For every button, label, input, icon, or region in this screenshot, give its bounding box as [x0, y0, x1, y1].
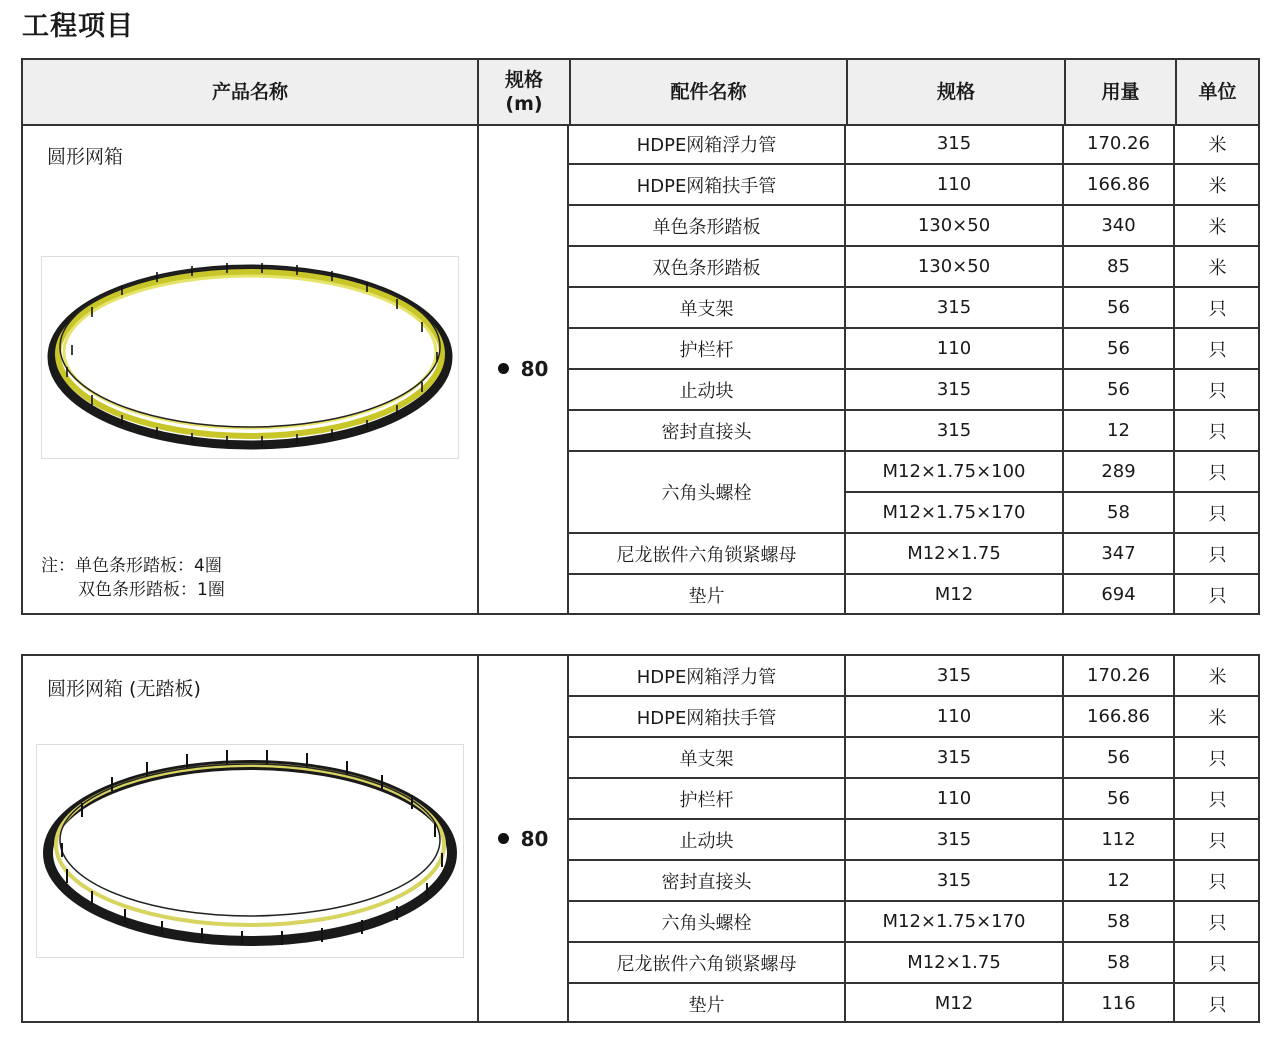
part-name-cell: 护栏杆	[569, 329, 846, 368]
unit-cell: 只	[1208, 462, 1227, 484]
part-name-cell: 尼龙嵌件六角锁紧螺母	[569, 534, 846, 573]
part-name-cell-merged: 六角头螺栓	[569, 452, 846, 534]
part-spec-cell: M12	[846, 984, 1064, 1023]
header-spec-label: 规格	[504, 69, 543, 91]
product-name: 圆形网箱 (无踏板)	[47, 678, 201, 700]
header-product-name: 产品名称	[23, 60, 479, 124]
header-quantity: 用量	[1066, 60, 1177, 124]
quantity-cell: 116	[1064, 984, 1175, 1023]
part-name-cell: 密封直接头	[569, 861, 846, 900]
part-name-cell: HDPE网箱浮力管	[569, 656, 846, 695]
quantity-cell: 58	[1064, 493, 1175, 532]
table-row	[569, 738, 1258, 779]
unit-cell: 米	[1208, 666, 1227, 688]
unit-cell: 只	[1208, 912, 1227, 934]
footnote	[41, 554, 225, 602]
part-name-cell: 双色条形踏板	[569, 247, 846, 286]
quantity-cell: 56	[1064, 329, 1175, 368]
net-cage-illustration	[42, 257, 458, 458]
header-spec-unit: (m)	[505, 93, 543, 115]
part-name-cell: HDPE网箱扶手管	[569, 697, 846, 736]
unit-cell: 米	[1208, 216, 1227, 238]
part-spec-cell: 315	[846, 370, 1064, 409]
part-spec-cell: M12×1.75	[846, 534, 1064, 573]
parts-table-1	[21, 58, 1260, 615]
bullet-icon	[498, 833, 509, 844]
unit-cell: 只	[1208, 503, 1227, 525]
quantity-cell: 166.86	[1064, 697, 1175, 736]
unit-cell: 只	[1208, 871, 1227, 893]
circular-net-cage-no-walkway-image	[36, 744, 464, 958]
quantity-cell: 347	[1064, 534, 1175, 573]
part-spec-cell: M12×1.75×170	[846, 902, 1064, 941]
unit-cell: 只	[1208, 585, 1227, 607]
product-name: 圆形网箱	[47, 146, 124, 168]
part-spec-cell: 110	[846, 779, 1064, 818]
footnote-line-1: 注：单色条形踏板：4圈	[41, 556, 222, 576]
unit-cell: 只	[1208, 830, 1227, 852]
quantity-cell: 694	[1064, 575, 1175, 614]
part-spec-cell: 315	[846, 411, 1064, 450]
header-unit: 单位	[1198, 81, 1237, 103]
unit-cell: 只	[1208, 298, 1227, 320]
part-name-cell: 止动块	[569, 820, 846, 859]
footnote-line-2: 双色条形踏板：1圈	[78, 580, 225, 600]
table-row	[569, 820, 1258, 861]
part-spec-cell: 315	[846, 124, 1064, 163]
table-row	[569, 902, 1258, 943]
unit-cell: 米	[1208, 175, 1227, 197]
table-row	[569, 370, 1258, 411]
quantity-cell: 12	[1064, 861, 1175, 900]
part-spec-cell: M12×1.75	[846, 943, 1064, 982]
table-row	[569, 411, 1258, 452]
quantity-cell: 112	[1064, 820, 1175, 859]
circular-net-cage-image	[41, 256, 459, 459]
part-name-cell: 垫片	[569, 575, 846, 614]
part-spec-cell: 130×50	[846, 206, 1064, 245]
part-name-cell: 垫片	[569, 984, 846, 1023]
unit-cell: 只	[1208, 421, 1227, 443]
header-part-spec: 规格	[848, 60, 1066, 124]
part-spec-cell: 315	[846, 738, 1064, 777]
quantity-cell: 58	[1064, 943, 1175, 982]
product-spec-value: 80	[520, 356, 549, 381]
unit-cell: 只	[1208, 339, 1227, 361]
part-name-cell: HDPE网箱扶手管	[569, 165, 846, 204]
table-row	[569, 206, 1258, 247]
part-name-cell: 单色条形踏板	[569, 206, 846, 245]
part-spec-cell: M12×1.75×170	[846, 493, 1064, 532]
part-spec-cell: M12	[846, 575, 1064, 614]
part-name-cell: 单支架	[569, 288, 846, 327]
table-row	[569, 575, 1258, 616]
part-name-cell: 密封直接头	[569, 411, 846, 450]
quantity-cell: 12	[1064, 411, 1175, 450]
part-spec-cell: 110	[846, 329, 1064, 368]
table-row	[569, 247, 1258, 288]
unit-cell: 只	[1208, 953, 1227, 975]
quantity-cell: 56	[1064, 370, 1175, 409]
product-spec	[479, 656, 567, 1021]
part-spec-cell: 110	[846, 165, 1064, 204]
part-name-cell: 尼龙嵌件六角锁紧螺母	[569, 943, 846, 982]
table-row	[569, 288, 1258, 329]
part-spec-cell: 315	[846, 861, 1064, 900]
part-name-cell: 六角头螺栓	[569, 902, 846, 941]
unit-cell: 只	[1208, 748, 1227, 770]
product-spec	[479, 124, 567, 613]
part-name-cell: 护栏杆	[569, 779, 846, 818]
unit-cell: 只	[1208, 994, 1227, 1016]
table-row	[569, 861, 1258, 902]
unit-cell: 米	[1208, 134, 1227, 156]
header-part-name: 配件名称	[571, 60, 848, 124]
net-cage-illustration	[37, 745, 463, 957]
quantity-cell: 56	[1064, 779, 1175, 818]
parts-table-2	[21, 654, 1260, 1023]
unit-cell: 米	[1208, 707, 1227, 729]
table-header	[23, 60, 1258, 126]
product-spec-value: 80	[520, 826, 549, 851]
quantity-cell: 289	[1064, 452, 1175, 491]
header-spec	[479, 60, 571, 124]
table-row	[569, 984, 1258, 1025]
part-name-cell: 单支架	[569, 738, 846, 777]
quantity-cell: 340	[1064, 206, 1175, 245]
unit-cell: 只	[1208, 789, 1227, 811]
table-row	[569, 329, 1258, 370]
table-row	[569, 697, 1258, 738]
table-row	[569, 779, 1258, 820]
quantity-cell: 85	[1064, 247, 1175, 286]
part-name-cell: HDPE网箱浮力管	[569, 124, 846, 163]
quantity-cell: 56	[1064, 738, 1175, 777]
part-spec-cell: 110	[846, 697, 1064, 736]
quantity-cell: 166.86	[1064, 165, 1175, 204]
quantity-cell: 56	[1064, 288, 1175, 327]
unit-cell: 只	[1208, 544, 1227, 566]
quantity-cell: 58	[1064, 902, 1175, 941]
table-row	[569, 124, 1258, 165]
unit-cell: 只	[1208, 380, 1227, 402]
unit-cell: 米	[1208, 257, 1227, 279]
table-row	[569, 656, 1258, 697]
table-row	[569, 943, 1258, 984]
part-spec-cell: 315	[846, 656, 1064, 695]
bullet-icon	[498, 363, 509, 374]
page-title: 工程项目	[22, 11, 134, 42]
part-spec-cell: 130×50	[846, 247, 1064, 286]
part-name-cell: 止动块	[569, 370, 846, 409]
part-spec-cell: 315	[846, 820, 1064, 859]
quantity-cell: 170.26	[1064, 656, 1175, 695]
part-spec-cell: 315	[846, 288, 1064, 327]
part-spec-cell: M12×1.75×100	[846, 452, 1064, 491]
table-row	[569, 534, 1258, 575]
table-row	[569, 165, 1258, 206]
quantity-cell: 170.26	[1064, 124, 1175, 163]
